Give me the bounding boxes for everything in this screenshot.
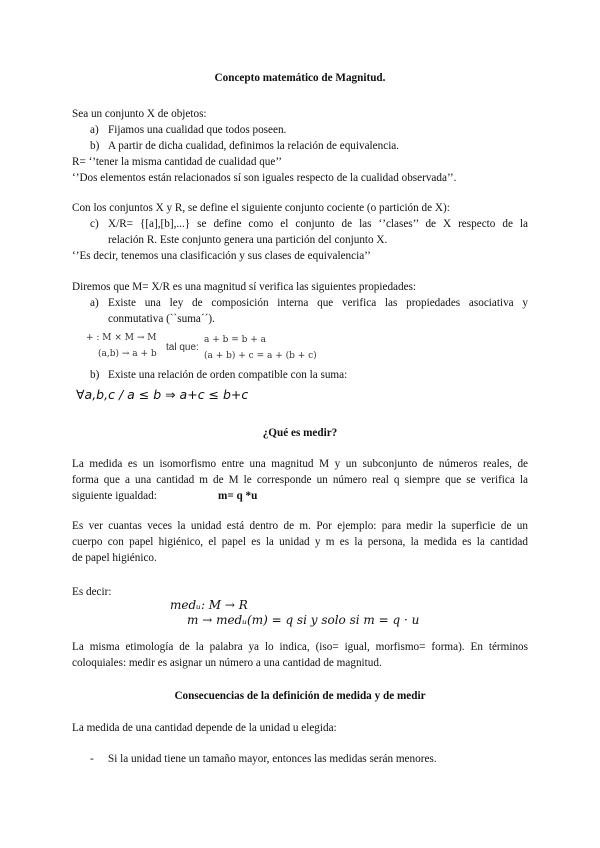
formula-pair: (a,b) → a + b <box>98 349 157 359</box>
paragraph-conjunto: Sea un conjunto X de objetos: <box>72 108 207 120</box>
paragraph-medida-line3: siguiente igualdad: <box>72 490 157 502</box>
formula-map: + : M × M → M <box>86 333 157 343</box>
relation-definition: R= ‘’tener la misma cantidad de cualidad que’’ <box>72 156 282 168</box>
bullet-dash: - <box>90 753 94 765</box>
quote-clasificacion: ‘’Es decir, tenemos una clasificación y sus clases de equivalencia’’ <box>72 250 371 262</box>
es-decir-label: Es decir: <box>72 586 112 598</box>
paragraph-etimologia-line1: La misma etimología de la palabra ya lo indica, (iso= igual, morfismo= forma). En términos <box>72 641 528 653</box>
list-label-b2: b) <box>90 369 100 381</box>
list-label-c: c) <box>90 218 99 230</box>
section-title-magnitud: Concepto matemático de Magnitud. <box>214 72 386 84</box>
formula-asociativa: (a + b) + c = a + (b + c) <box>204 351 317 361</box>
section-title-consecuencias: Consecuencias de la definición de medida y de medir <box>174 690 426 702</box>
paragraph-medida-line2: forma que a una cantidad m de M le corresponde un número real q siempre que se verifica la <box>72 474 528 486</box>
formula-medida-def: m → medᵤ(m) = q si y solo si m = q · u <box>187 613 420 627</box>
formula-conmutativa: a + b = b + a <box>204 335 267 345</box>
bullet-unidad-mayor: Si la unidad tiene un tamaño mayor, entonces las medidas serán menores. <box>108 753 437 765</box>
list-label-a2: a) <box>90 297 99 309</box>
paragraph-medida-line1: La medida es un isomorfismo entre una magnitud M y un subconjunto de números reales, de <box>72 458 528 470</box>
formula-tal-que: tal que: <box>166 342 199 353</box>
list-item-orden: Existe una relación de orden compatible con la suma: <box>108 369 348 381</box>
equation-medida: m= q *u <box>218 490 258 502</box>
list-label-a: a) <box>90 124 99 136</box>
paragraph-unidad-line1: Es ver cuantas veces la unidad está dentro de m. Por ejemplo: para medir la superficie de un <box>72 520 528 532</box>
list-item-ley-line1: Existe una ley de composición interna que verifica las propiedades asociativa y <box>108 297 528 309</box>
paragraph-cociente: Con los conjuntos X y R, se define el siguiente conjunto cociente (o partición de X): <box>72 202 450 214</box>
paragraph-unidad-elegida: La medida de una cantidad depende de la unidad u elegida: <box>72 722 337 734</box>
formula-orden: ∀a,b,c / a ≤ b ⇒ a+c ≤ b+c <box>76 387 249 402</box>
list-item-relacion: A partir de dicha cualidad, definimos la relación de equivalencia. <box>108 140 400 152</box>
relation-explanation: ‘’Dos elementos están relacionados sí son iguales respecto de la cualidad observada’’. <box>72 172 457 184</box>
paragraph-etimologia-line2: coloquiales: medir es asignar un número a una cantidad de magnitud. <box>72 657 382 669</box>
list-item-ley-line2: conmutativa (``suma´´). <box>108 313 215 325</box>
list-item-clases-line2: relación R. Este conjunto genera una partición del conjunto X. <box>108 234 388 246</box>
list-item-clases-line1: X/R= {[a],[b],...} se define como el conjunto de las ‘’clases’’ de X respecto de la <box>108 218 528 230</box>
paragraph-unidad-line3: de papel higiénico. <box>72 552 157 564</box>
list-item-cualidad: Fijamos una cualidad que todos poseen. <box>108 124 287 136</box>
paragraph-unidad-line2: cuerpo con papel higiénico, el papel es la unidad y m es la persona, la medida es la cantidad <box>72 536 528 548</box>
formula-medida-map: medᵤ: M → R <box>170 598 248 612</box>
section-title-medir: ¿Qué es medir? <box>262 427 338 439</box>
list-label-b: b) <box>90 140 100 152</box>
paragraph-magnitud-propiedades: Diremos que M= X/R es una magnitud sí verifica las siguientes propiedades: <box>72 281 417 293</box>
